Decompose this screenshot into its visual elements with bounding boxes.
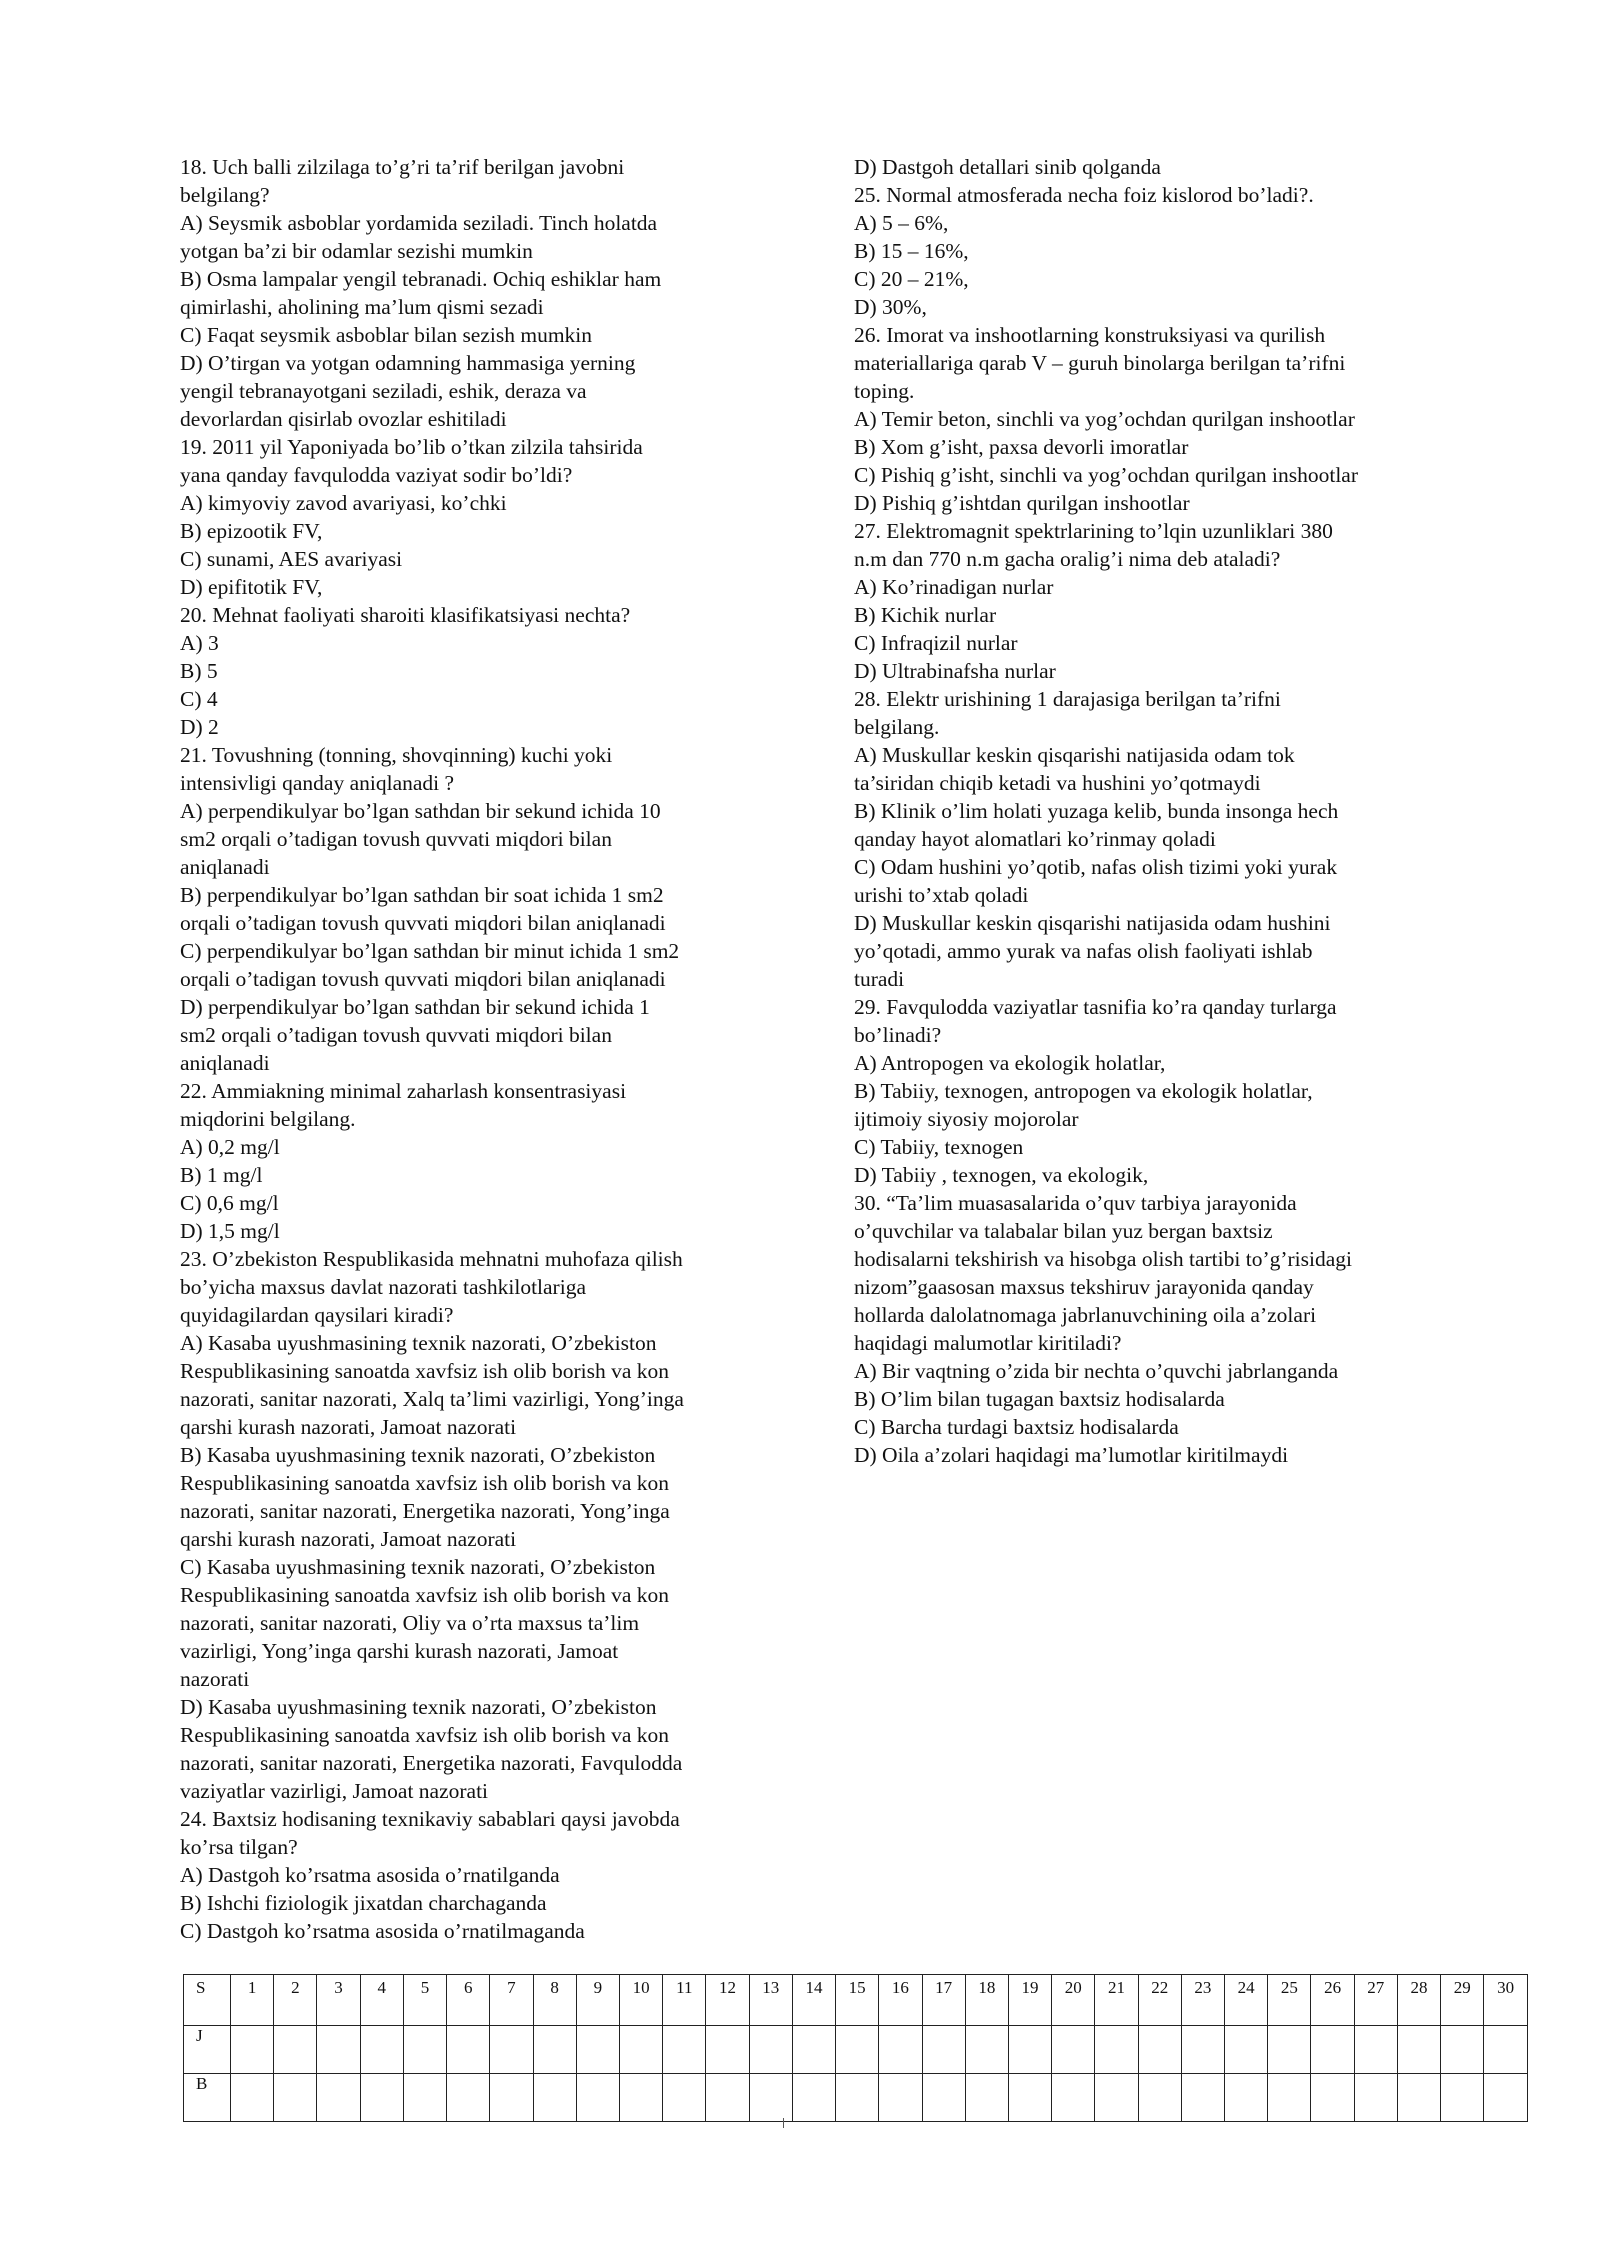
text-line: A) Muskullar keskin qisqarishi natijasida odam tok (854, 743, 1295, 767)
page-mark (783, 2118, 784, 2128)
text-line: 20. Mehnat faoliyati sharoiti klasifikatsiyasi nechta? (180, 603, 631, 627)
text-line: Respublikasining sanoatda xavfsiz ish olib borish va kon (180, 1583, 670, 1607)
text-line: C) Kasaba uyushmasining texnik nazorati, O’zbekiston (180, 1555, 656, 1579)
score-cell[interactable] (836, 2074, 879, 2122)
text-line: yo’qotadi, ammo yurak va nafas olish faoliyati ishlab (854, 939, 1313, 963)
answer-grid-row-b (184, 2074, 1528, 2122)
score-cell[interactable] (317, 2074, 360, 2122)
answer-cell[interactable] (1138, 2026, 1181, 2074)
answer-cell[interactable] (231, 2026, 274, 2074)
text-line: D) 30%, (854, 295, 927, 319)
answer-cell[interactable] (1095, 2026, 1138, 2074)
text-line: D) Kasaba uyushmasining texnik nazorati, O’zbekiston (180, 1695, 657, 1719)
question-number-cell: 14 (792, 1975, 835, 2026)
text-line: B) Osma lampalar yengil tebranadi. Ochiq eshiklar ham (180, 267, 662, 291)
question-number-cell: 22 (1138, 1975, 1181, 2026)
text-line: D) O’tirgan va yotgan odamning hammasiga yerning (180, 351, 636, 375)
answer-cell[interactable] (619, 2026, 662, 2074)
text-line: hollarda dalolatnomaga jabrlanuvchining oila a’zolari (854, 1303, 1317, 1327)
text-line: bo’yicha maxsus davlat nazorati tashkilotlariga (180, 1275, 586, 1299)
question-number-cell: 17 (922, 1975, 965, 2026)
text-line: miqdorini belgilang. (180, 1107, 356, 1131)
text-line: B) Kichik nurlar (854, 603, 997, 627)
text-line: Respublikasining sanoatda xavfsiz ish olib borish va kon (180, 1471, 670, 1495)
question-number-cell: 8 (533, 1975, 576, 2026)
text-line: bo’linadi? (854, 1023, 942, 1047)
score-cell[interactable] (1052, 2074, 1095, 2122)
text-line: A) Bir vaqtning o’zida bir nechta o’quvchi jabrlanganda (854, 1359, 1339, 1383)
text-line: A) 3 (180, 631, 219, 655)
question-number-cell: 20 (1052, 1975, 1095, 2026)
text-line: C) perpendikulyar bo’lgan sathdan bir minut ichida 1 sm2 (180, 939, 680, 963)
score-cell[interactable] (706, 2074, 749, 2122)
text-line: C) Barcha turdagi baxtsiz hodisalarda (854, 1415, 1179, 1439)
question-number-cell: 12 (706, 1975, 749, 2026)
answer-cell[interactable] (1225, 2026, 1268, 2074)
text-line: nizom”gaasosan maxsus tekshiruv jarayonida qanday (854, 1275, 1314, 1299)
answer-cell[interactable] (447, 2026, 490, 2074)
score-cell[interactable] (1311, 2074, 1354, 2122)
text-line: D) Pishiq g’ishtdan qurilgan inshootlar (854, 491, 1190, 515)
text-line: A) 0,2 mg/l (180, 1135, 280, 1159)
text-line: C) Odam hushini yo’qotib, nafas olish tizimi yoki yurak (854, 855, 1338, 879)
text-line: sm2 orqali o’tadigan tovush quvvati miqdori bilan (180, 827, 612, 851)
question-number-cell: 10 (619, 1975, 662, 2026)
question-number-cell: 27 (1354, 1975, 1397, 2026)
text-line: 30. “Ta’lim muasasalarida o’quv tarbiya jarayonida (854, 1191, 1297, 1215)
text-line: orqali o’tadigan tovush quvvati miqdori bilan aniqlanadi (180, 967, 666, 991)
text-line: qarshi kurash nazorati, Jamoat nazorati (180, 1527, 517, 1551)
text-line: C) 20 – 21%, (854, 267, 969, 291)
answer-cell[interactable] (879, 2026, 922, 2074)
question-number-cell: 30 (1484, 1975, 1528, 2026)
text-line: D) epifitotik FV, (180, 575, 323, 599)
text-line: nazorati, sanitar nazorati, Energetika nazorati, Yong’inga (180, 1499, 670, 1523)
text-line: Respublikasining sanoatda xavfsiz ish olib borish va kon (180, 1359, 670, 1383)
text-line: A) Dastgoh ko’rsatma asosida o’rnatilganda (180, 1863, 560, 1887)
answer-grid-row-j (184, 2026, 1528, 2074)
text-line: turadi (854, 967, 905, 991)
text-line: D) 1,5 mg/l (180, 1219, 280, 1243)
score-cell[interactable] (274, 2074, 317, 2122)
answer-cell[interactable] (317, 2026, 360, 2074)
text-line: ta’siridan chiqib ketadi va hushini yo’qotmaydi (854, 771, 1261, 795)
text-line: A) Antropogen va ekologik holatlar, (854, 1051, 1166, 1075)
text-line: B) 5 (180, 659, 218, 683)
question-number-cell: 3 (317, 1975, 360, 2026)
text-line: yengil tebranayotgani seziladi, eshik, deraza va (180, 379, 587, 403)
text-line: ijtimoiy siyosiy mojorolar (854, 1107, 1079, 1131)
text-line: C) Infraqizil nurlar (854, 631, 1018, 655)
answer-cell[interactable] (360, 2026, 403, 2074)
text-line: yana qanday favqulodda vaziyat sodir bo’ldi? (180, 463, 573, 487)
answer-cell[interactable] (749, 2026, 792, 2074)
text-line: nazorati, sanitar nazorati, Xalq ta’limi vazirligi, Yong’inga (180, 1387, 684, 1411)
text-line: D) 2 (180, 715, 219, 739)
answer-cell[interactable] (1052, 2026, 1095, 2074)
text-line: A) 5 – 6%, (854, 211, 949, 235)
question-number-cell: 1 (231, 1975, 274, 2026)
text-line: B) perpendikulyar bo’lgan sathdan bir soat ichida 1 sm2 (180, 883, 664, 907)
text-line: B) Kasaba uyushmasining texnik nazorati, O’zbekiston (180, 1443, 656, 1467)
text-line: B) Klinik o’lim holati yuzaga kelib, bunda insonga hech (854, 799, 1339, 823)
answer-cell[interactable] (274, 2026, 317, 2074)
text-line: C) Dastgoh ko’rsatma asosida o’rnatilmaganda (180, 1919, 585, 1943)
answer-cell[interactable] (922, 2026, 965, 2074)
score-cell[interactable] (576, 2074, 619, 2122)
left-question-column (180, 153, 760, 1945)
score-cell[interactable] (360, 2074, 403, 2122)
question-number-cell: 24 (1225, 1975, 1268, 2026)
text-line: B) 1 mg/l (180, 1163, 263, 1187)
text-line: B) Xom g’isht, paxsa devorli imoratlar (854, 435, 1189, 459)
text-line: ko’rsa tilgan? (180, 1835, 298, 1859)
text-line: nazorati (180, 1667, 250, 1691)
question-number-cell: 13 (749, 1975, 792, 2026)
text-line: belgilang. (854, 715, 940, 739)
question-number-cell: 25 (1268, 1975, 1311, 2026)
text-line: aniqlanadi (180, 1051, 270, 1075)
score-cell[interactable] (879, 2074, 922, 2122)
text-line: A) perpendikulyar bo’lgan sathdan bir sekund ichida 10 (180, 799, 661, 823)
text-line: C) sunami, AES avariyasi (180, 547, 403, 571)
score-cell[interactable] (403, 2074, 446, 2122)
text-line: Respublikasining sanoatda xavfsiz ish olib borish va kon (180, 1723, 670, 1747)
score-cell[interactable] (1181, 2074, 1224, 2122)
question-number-cell: 28 (1397, 1975, 1440, 2026)
question-number-cell: 23 (1181, 1975, 1224, 2026)
text-line: B) epizootik FV, (180, 519, 323, 543)
row-label-s: S (184, 1975, 231, 2026)
text-line: B) 15 – 16%, (854, 239, 969, 263)
text-line: orqali o’tadigan tovush quvvati miqdori bilan aniqlanadi (180, 911, 666, 935)
question-number-cell: 18 (965, 1975, 1008, 2026)
text-line: B) Tabiiy, texnogen, antropogen va ekologik holatlar, (854, 1079, 1313, 1103)
score-cell[interactable] (490, 2074, 533, 2122)
text-line: 28. Elektr urishining 1 darajasiga berilgan ta’rifni (854, 687, 1281, 711)
text-line: haqidagi malumotlar kiritiladi? (854, 1331, 1122, 1355)
score-cell[interactable] (749, 2074, 792, 2122)
text-line: 23. O’zbekiston Respublikasida mehnatni muhofaza qilish (180, 1247, 683, 1271)
answer-cell[interactable] (1181, 2026, 1224, 2074)
answer-cell[interactable] (1397, 2026, 1440, 2074)
score-cell[interactable] (533, 2074, 576, 2122)
text-line: belgilang? (180, 183, 270, 207)
text-line: D) Dastgoh detallari sinib qolganda (854, 155, 1161, 179)
score-cell[interactable] (792, 2074, 835, 2122)
text-line: D) Ultrabinafsha nurlar (854, 659, 1056, 683)
text-line: C) Faqat seysmik asboblar bilan sezish mumkin (180, 323, 593, 347)
text-line: D) Tabiiy , texnogen, va ekologik, (854, 1163, 1149, 1187)
text-line: C) 0,6 mg/l (180, 1191, 279, 1215)
text-line: vaziyatlar vazirligi, Jamoat nazorati (180, 1779, 489, 1803)
answer-cell[interactable] (403, 2026, 446, 2074)
text-line: 18. Uch balli zilzilaga to’g’ri ta’rif berilgan javobni (180, 155, 625, 179)
text-line: qanday hayot alomatlari ko’rinmay qoladi (854, 827, 1216, 851)
text-line: 25. Normal atmosferada necha foiz kislorod bo’ladi?. (854, 183, 1314, 207)
score-cell[interactable] (231, 2074, 274, 2122)
answer-cell[interactable] (965, 2026, 1008, 2074)
question-number-cell: 9 (576, 1975, 619, 2026)
question-number-cell: 6 (447, 1975, 490, 2026)
question-number-cell: 11 (663, 1975, 706, 2026)
score-cell[interactable] (1138, 2074, 1181, 2122)
answer-cell[interactable] (1268, 2026, 1311, 2074)
text-line: C) Pishiq g’isht, sinchli va yog’ochdan qurilgan inshootlar (854, 463, 1359, 487)
question-number-cell: 26 (1311, 1975, 1354, 2026)
text-line: A) Ko’rinadigan nurlar (854, 575, 1054, 599)
text-line: B) Ishchi fiziologik jixatdan charchaganda (180, 1891, 547, 1915)
answer-cell[interactable] (663, 2026, 706, 2074)
text-line: A) Temir beton, sinchli va yog’ochdan qurilgan inshootlar (854, 407, 1355, 431)
answer-grid-header-row (184, 1975, 1528, 2026)
answer-cell[interactable] (1354, 2026, 1397, 2074)
text-line: 26. Imorat va inshootlarning konstruksiyasi va qurilish (854, 323, 1326, 347)
score-cell[interactable] (663, 2074, 706, 2122)
text-line: 21. Tovushning (tonning, shovqinning) kuchi yoki (180, 743, 613, 767)
text-line: 22. Ammiakning minimal zaharlash konsentrasiyasi (180, 1079, 627, 1103)
text-line: aniqlanadi (180, 855, 270, 879)
text-line: 27. Elektromagnit spektrlarining to’lqin uzunliklari 380 (854, 519, 1333, 543)
text-line: yotgan ba’zi bir odamlar sezishi mumkin (180, 239, 533, 263)
score-cell[interactable] (1397, 2074, 1440, 2122)
text-line: D) Oila a’zolari haqidagi ma’lumotlar kiritilmaydi (854, 1443, 1289, 1467)
question-number-cell: 21 (1095, 1975, 1138, 2026)
text-line: toping. (854, 379, 915, 403)
question-number-cell: 7 (490, 1975, 533, 2026)
question-number-cell: 4 (360, 1975, 403, 2026)
question-number-cell: 19 (1008, 1975, 1051, 2026)
text-line: qimirlashi, aholining ma’lum qismi sezadi (180, 295, 544, 319)
answer-cell[interactable] (792, 2026, 835, 2074)
text-line: nazorati, sanitar nazorati, Energetika nazorati, Favqulodda (180, 1751, 683, 1775)
answer-cell[interactable] (706, 2026, 749, 2074)
score-cell[interactable] (447, 2074, 490, 2122)
score-cell[interactable] (1354, 2074, 1397, 2122)
text-line: hodisalarni tekshirish va hisobga olish tartibi to’g’risidagi (854, 1247, 1353, 1271)
answer-cell[interactable] (1311, 2026, 1354, 2074)
answer-grid (183, 1974, 1528, 2122)
text-line: qarshi kurash nazorati, Jamoat nazorati (180, 1415, 517, 1439)
right-question-column (854, 153, 1434, 1469)
text-line: sm2 orqali o’tadigan tovush quvvati miqdori bilan (180, 1023, 612, 1047)
text-line: devorlardan qisirlab ovozlar eshitiladi (180, 407, 507, 431)
row-label-b: B (184, 2074, 231, 2122)
question-number-cell: 5 (403, 1975, 446, 2026)
question-number-cell: 15 (836, 1975, 879, 2026)
score-cell[interactable] (1268, 2074, 1311, 2122)
text-line: vazirligi, Yong’inga qarshi kurash nazorati, Jamoat (180, 1639, 619, 1663)
score-cell[interactable] (619, 2074, 662, 2122)
text-line: o’quvchilar va talabalar bilan yuz bergan baxtsiz (854, 1219, 1273, 1243)
text-line: A) Seysmik asboblar yordamida seziladi. Tinch holatda (180, 211, 658, 235)
text-line: 29. Favqulodda vaziyatlar tasnifia ko’ra qanday turlarga (854, 995, 1337, 1019)
row-label-j: J (184, 2026, 231, 2074)
score-cell[interactable] (1095, 2074, 1138, 2122)
score-cell[interactable] (922, 2074, 965, 2122)
score-cell[interactable] (1484, 2074, 1528, 2122)
score-cell[interactable] (965, 2074, 1008, 2122)
text-line: D) perpendikulyar bo’lgan sathdan bir sekund ichida 1 (180, 995, 650, 1019)
text-line: nazorati, sanitar nazorati, Oliy va o’rta maxsus ta’lim (180, 1611, 640, 1635)
text-line: quyidagilardan qaysilari kiradi? (180, 1303, 454, 1327)
answer-cell[interactable] (1484, 2026, 1528, 2074)
answer-cell[interactable] (1441, 2026, 1484, 2074)
text-line: urishi to’xtab qoladi (854, 883, 1029, 907)
answer-cell[interactable] (533, 2026, 576, 2074)
score-cell[interactable] (1225, 2074, 1268, 2122)
question-number-cell: 2 (274, 1975, 317, 2026)
text-line: B) O’lim bilan tugagan baxtsiz hodisalarda (854, 1387, 1225, 1411)
question-number-cell: 29 (1441, 1975, 1484, 2026)
text-line: A) kimyoviy zavod avariyasi, ko’chki (180, 491, 507, 515)
score-cell[interactable] (1008, 2074, 1051, 2122)
text-line: D) Muskullar keskin qisqarishi natijasida odam hushini (854, 911, 1331, 935)
text-line: intensivligi qanday aniqlanadi ? (180, 771, 455, 795)
answer-cell[interactable] (490, 2026, 533, 2074)
score-cell[interactable] (1441, 2074, 1484, 2122)
answer-cell[interactable] (836, 2026, 879, 2074)
question-number-cell: 16 (879, 1975, 922, 2026)
text-line: A) Kasaba uyushmasining texnik nazorati, O’zbekiston (180, 1331, 657, 1355)
text-line: materiallariga qarab V – guruh binolarga berilgan ta’rifni (854, 351, 1346, 375)
answer-cell[interactable] (576, 2026, 619, 2074)
text-line: C) Tabiiy, texnogen (854, 1135, 1024, 1159)
text-line: 19. 2011 yil Yaponiyada bo’lib o’tkan zilzila tahsirida (180, 435, 643, 459)
text-line: 24. Baxtsiz hodisaning texnikaviy sabablari qaysi javobda (180, 1807, 680, 1831)
text-line: n.m dan 770 n.m gacha oralig’i nima deb ataladi? (854, 547, 1281, 571)
text-line: C) 4 (180, 687, 218, 711)
answer-cell[interactable] (1008, 2026, 1051, 2074)
